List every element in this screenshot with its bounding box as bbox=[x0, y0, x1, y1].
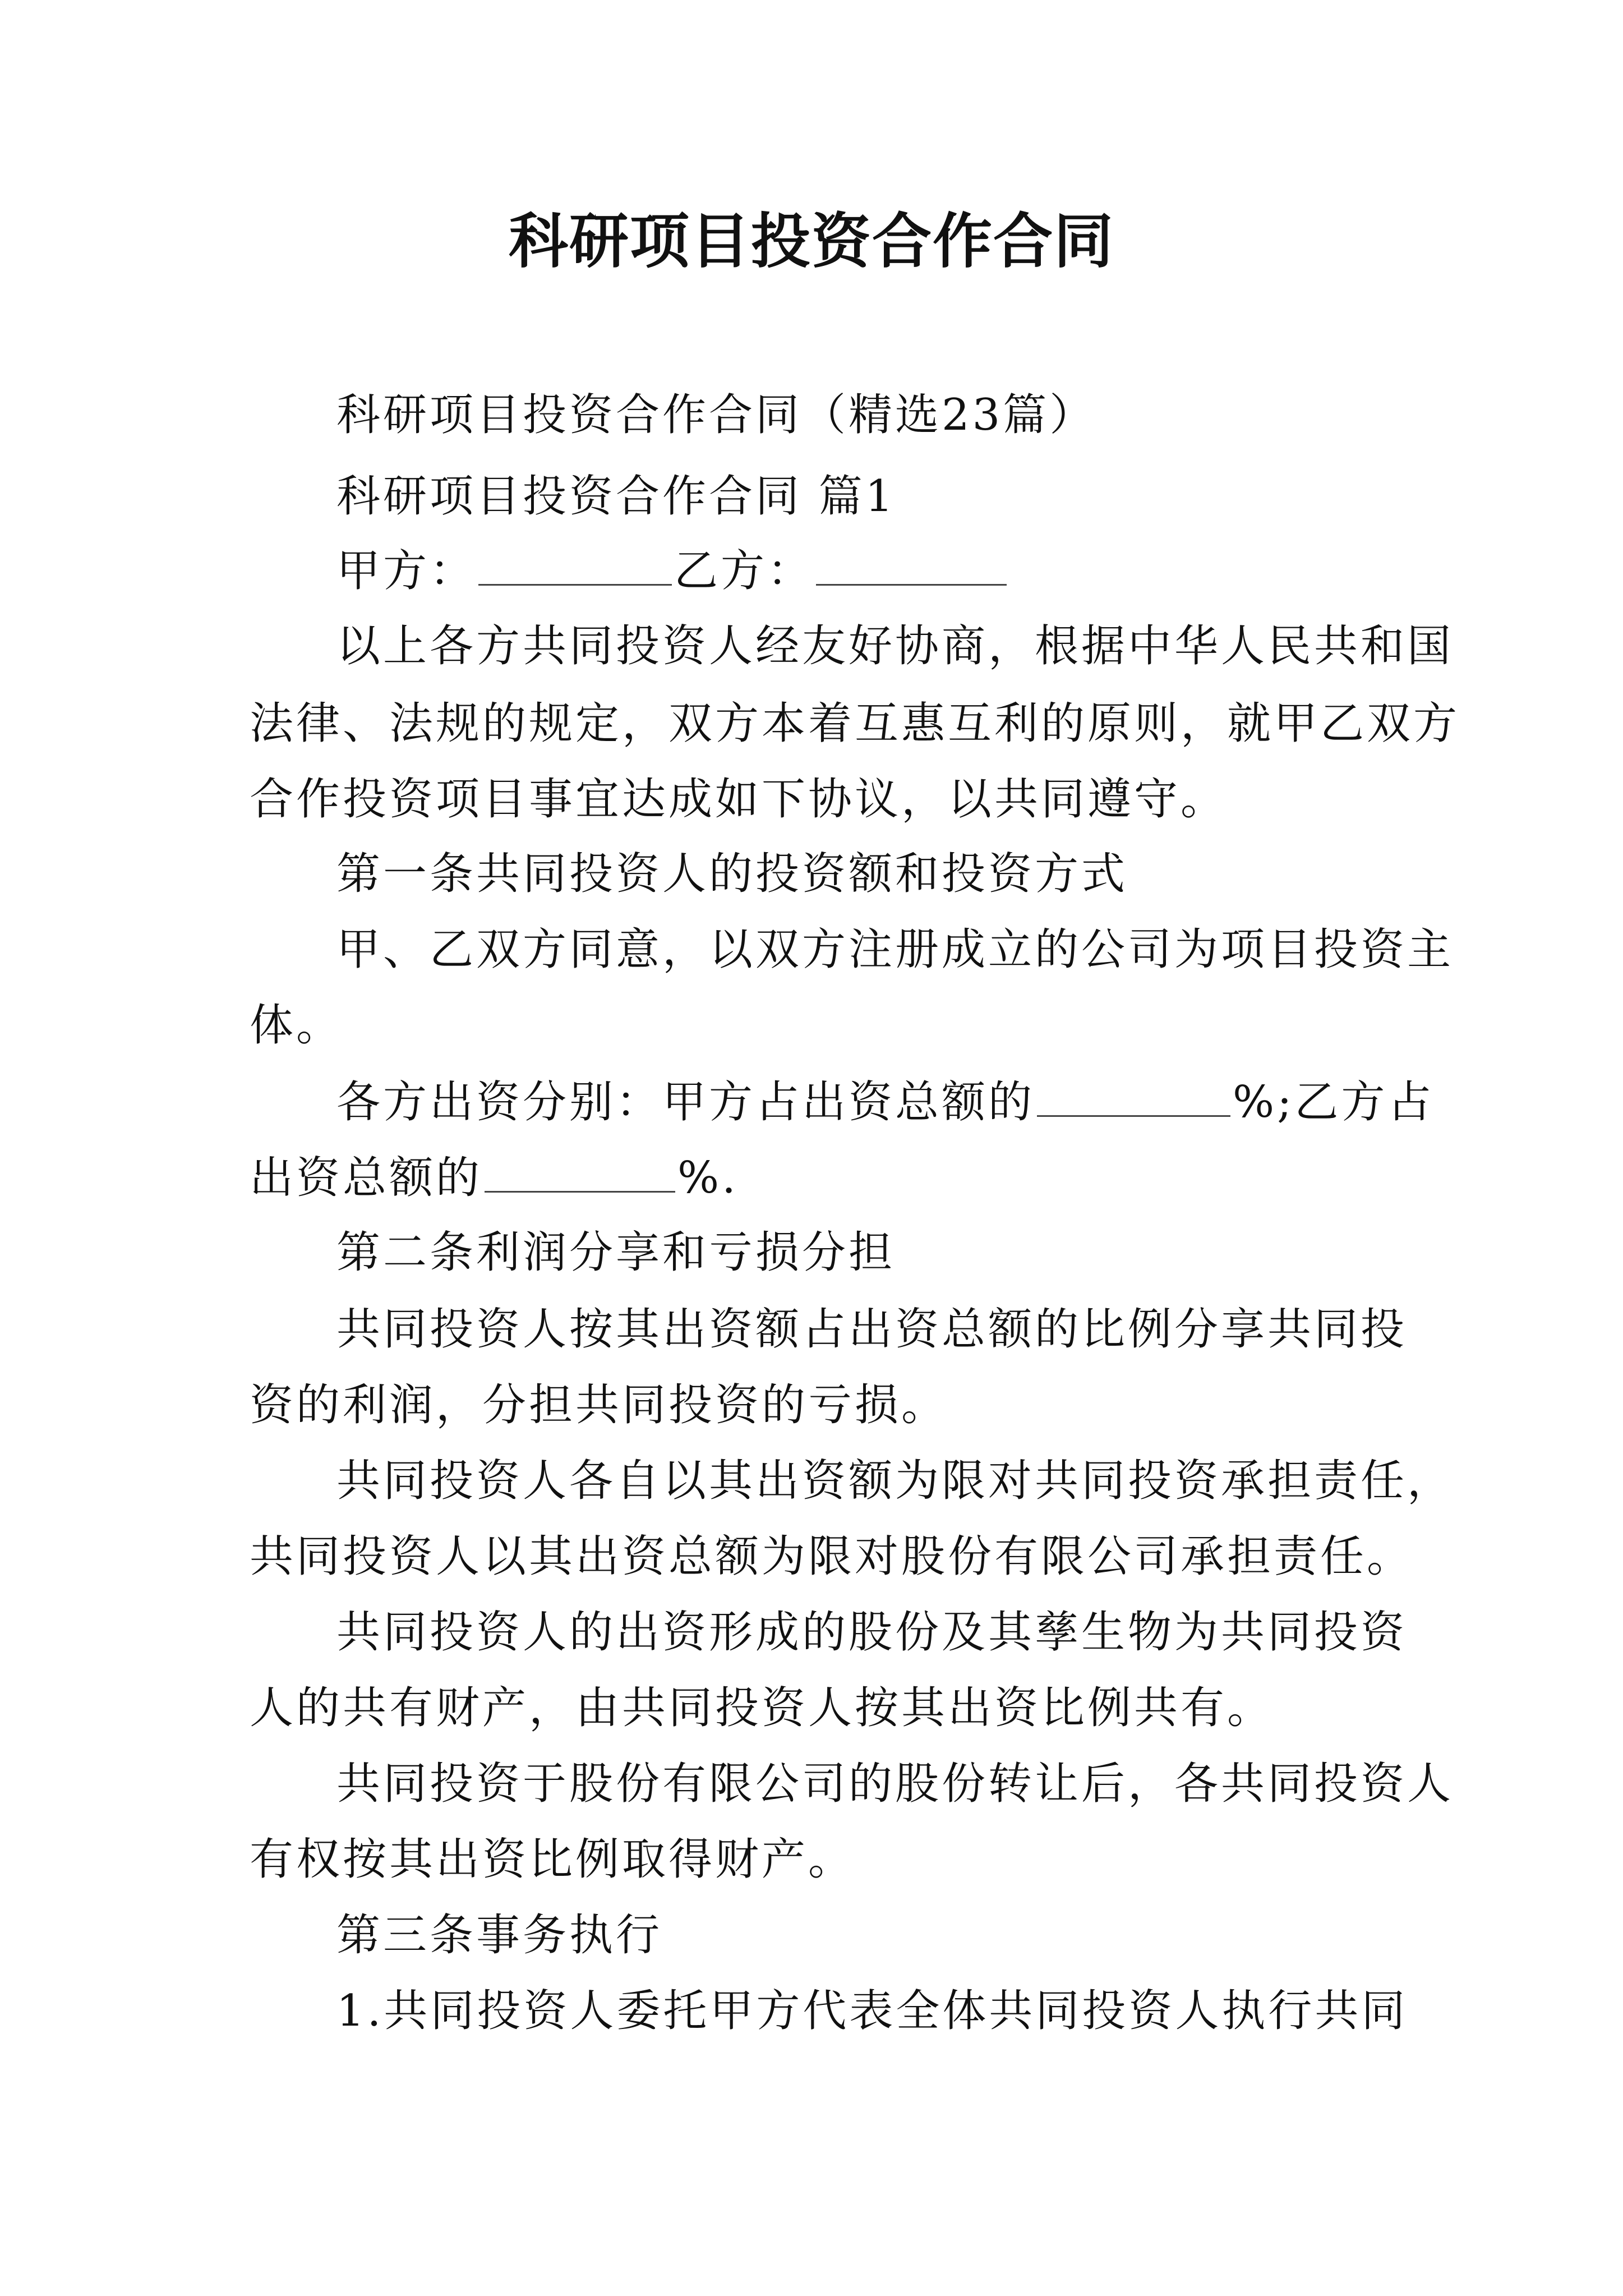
paragraph-line: 共同投资人以其出资总额为限对股份有限公司承担责任。 bbox=[250, 1531, 1414, 1582]
parties-line bbox=[336, 543, 1394, 599]
section-heading: 科研项目投资合作合同 篇1 bbox=[336, 471, 896, 522]
party-b-blank bbox=[816, 545, 1007, 586]
contribution-line bbox=[336, 1074, 1435, 1130]
contribution-text: %. bbox=[677, 1153, 739, 1203]
paragraph-line: 共同投资人按其出资额占出资总额的比例分享共同投 bbox=[336, 1304, 1408, 1355]
paragraph-line: 资的利润，分担共同投资的亏损。 bbox=[250, 1380, 948, 1430]
article-heading: 第一条共同投资人的投资额和投资方式 bbox=[336, 849, 1128, 899]
contribution-text: %;乙方占 bbox=[1233, 1077, 1435, 1128]
paragraph-line: 共同投资人各自以其出资额为限对共同投资承担责任， bbox=[336, 1456, 1454, 1506]
party-b-label: 乙方： bbox=[674, 546, 814, 596]
document-title: 科研项目投资合作合同 bbox=[509, 206, 1114, 276]
document-subtitle: 科研项目投资合作合同（精选23篇） bbox=[336, 390, 1096, 440]
contribution-text: 出资总额的 bbox=[250, 1153, 483, 1203]
paragraph-line: 有权按其出资比例取得财产。 bbox=[250, 1834, 855, 1885]
article-heading: 第二条利润分享和亏损分担 bbox=[336, 1227, 896, 1278]
contribution-line bbox=[250, 1150, 1394, 1206]
paragraph-line: 合作投资项目事宜达成如下协议，以共同遵守。 bbox=[250, 774, 1228, 825]
paragraph-line: 体。 bbox=[250, 1000, 343, 1051]
contribution-text: 各方出资分别：甲方占出资总额的 bbox=[336, 1077, 1035, 1128]
paragraph-line: 甲、乙双方同意，以双方注册成立的公司为项目投资主 bbox=[336, 924, 1454, 975]
paragraph-line: 法律、法规的规定，双方本着互惠互利的原则，就甲乙双方 bbox=[250, 698, 1460, 749]
paragraph-line: 共同投资人的出资形成的股份及其孳生物为共同投资 bbox=[336, 1607, 1408, 1658]
party-a-label: 甲方： bbox=[336, 546, 477, 596]
party-a-blank bbox=[478, 545, 672, 586]
paragraph-line: 人的共有财产，由共同投资人按其出资比例共有。 bbox=[250, 1683, 1274, 1733]
paragraph-line: 共同投资于股份有限公司的股份转让后，各共同投资人 bbox=[336, 1759, 1454, 1809]
article-heading: 第三条事务执行 bbox=[336, 1910, 663, 1961]
paragraph-line: 1.共同投资人委托甲方代表全体共同投资人执行共同 bbox=[336, 1986, 1408, 2036]
party-b-percent-blank bbox=[485, 1152, 675, 1193]
party-a-percent-blank bbox=[1037, 1076, 1230, 1117]
paragraph-line: 以上各方共同投资人经友好协商，根据中华人民共和国 bbox=[336, 621, 1454, 671]
